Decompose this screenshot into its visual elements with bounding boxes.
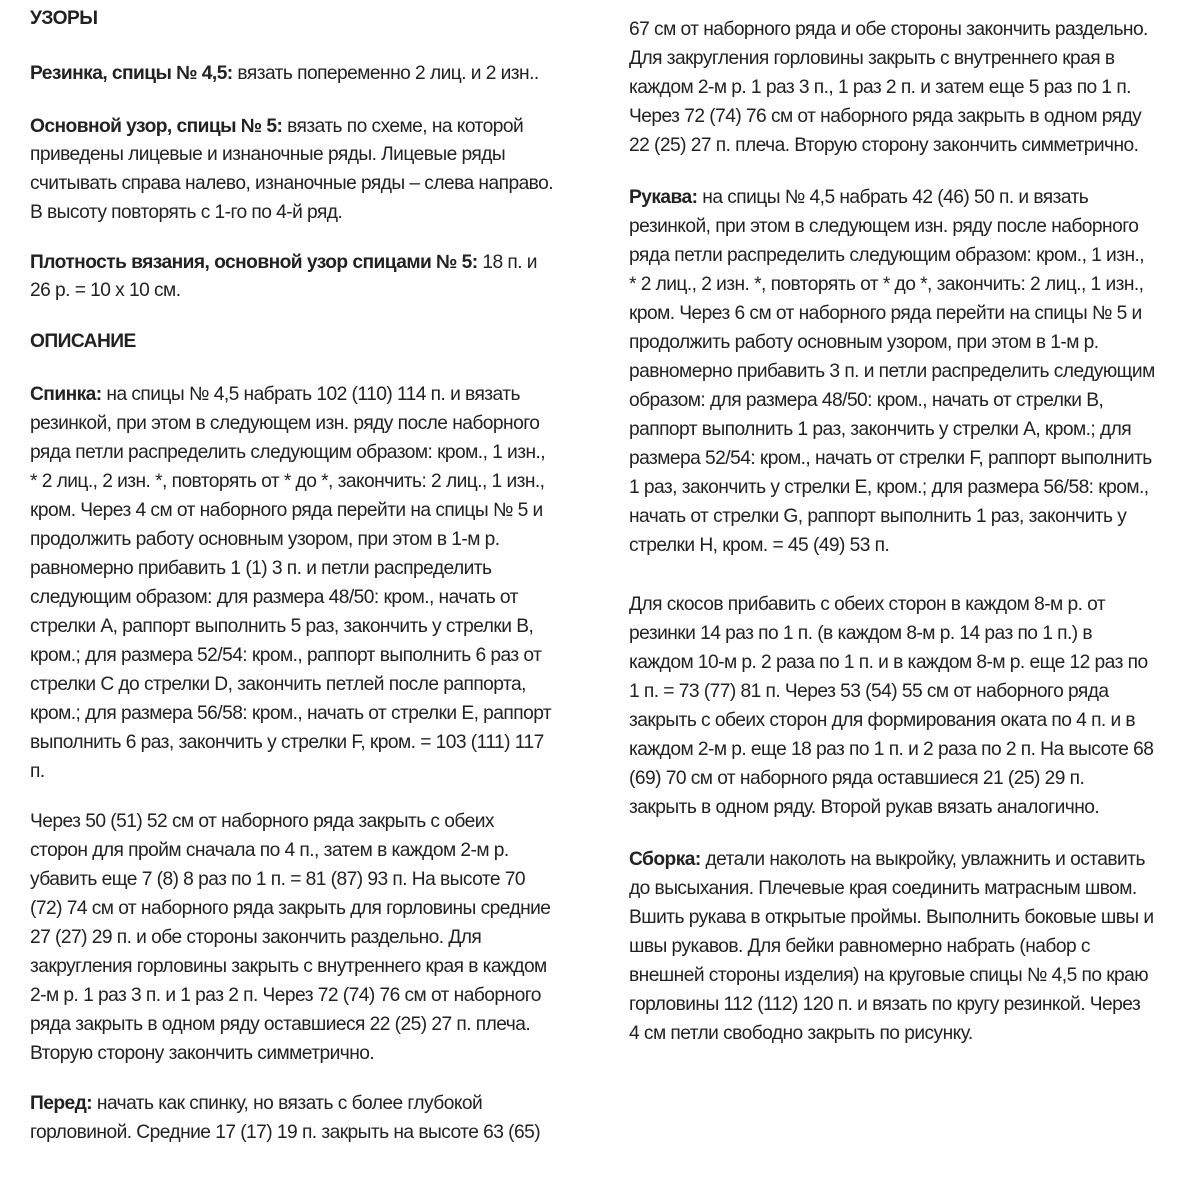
- line-text: убавить еще 7 (8) 8 раз по 1 п. = 81 (87) 93 п. На высоте 70: [30, 869, 525, 890]
- line-text: закрыть с обеих сторон для формирования оката по 4 п. и в: [629, 710, 1136, 731]
- text-line: [30, 837, 509, 866]
- line-text: закругления горловины закрыть с внутреннего края в каждом: [30, 956, 547, 977]
- line-text: Вторую сторону закончить симметрично.: [30, 1043, 375, 1064]
- line-text: равномерно прибавить 1 (1) 3 п. и петли распределить: [30, 558, 492, 579]
- line-text: (72) 74 см от наборного ряда закрыть для горловины средние: [30, 898, 551, 919]
- bold-label: Основной узор, спицы № 5:: [30, 116, 283, 137]
- line-text: 2-м р. 1 раз 3 п. и 1 раз 2 п. Через 72 (74) 76 см от наборного: [30, 985, 541, 1006]
- text-line: [629, 736, 1153, 765]
- line-text: на спицы № 4,5 набрать 102 (110) 114 п. и вязать: [101, 384, 520, 405]
- text-line: [30, 199, 342, 228]
- text-line: [30, 113, 523, 142]
- text-line: [629, 707, 1135, 736]
- line-text: горловиной. Средние 17 (17) 19 п. закрыть на высоте 63 (65): [30, 1122, 541, 1143]
- text-line: [629, 358, 1155, 387]
- text-line: [30, 60, 539, 89]
- line-text: продолжить работу основным узором, при этом в 1-м р.: [30, 529, 500, 550]
- line-text: резинкой, при этом в следующем изн. ряду после наборного: [30, 413, 540, 434]
- line-text: вязать попеременно 2 лиц. и 2 изн..: [232, 63, 539, 84]
- text-line: [30, 1090, 482, 1119]
- text-line: [30, 249, 537, 278]
- line-text: стрелки А, раппорт выполнить 5 раз, закончить у стрелки В,: [30, 616, 534, 637]
- line-text: Через 72 (74) 76 см от наборного ряда закрыть в одном ряду: [629, 106, 1142, 127]
- line-text: образом: для размера 48/50: кром., начать от стрелки В,: [629, 390, 1104, 411]
- text-line: [629, 242, 1144, 271]
- line-text: ряда петли распределить следующим образом: кром., 1 изн.,: [629, 245, 1145, 266]
- text-line: [30, 555, 491, 584]
- line-text: размера 52/54: кром., начать от стрелки F, раппорт выполнить: [629, 448, 1152, 469]
- text-line: [629, 846, 1145, 875]
- line-text: резинкой, при этом в следующем изн. ряду после наборного: [629, 216, 1139, 237]
- text-line: [30, 526, 500, 555]
- line-text: кром.; для размера 52/54: кром., раппорт выполнить 6 раз от: [30, 645, 542, 666]
- line-text: Через 50 (51) 52 см от наборного ряда закрыть с обеих: [30, 811, 494, 832]
- text-line: [629, 184, 1088, 213]
- line-text: 1 раз, закончить у стрелки Е, кром.; для размера 56/58: кром.,: [629, 477, 1149, 498]
- text-line: [30, 439, 545, 468]
- line-text: равномерно прибавить 3 п. и петли распределить следующим: [629, 361, 1155, 382]
- text-line: [30, 584, 518, 613]
- line-text: 22 (25) 27 п. плеча. Вторую сторону закончить симметрично.: [629, 135, 1139, 156]
- text-line: [629, 591, 1105, 620]
- text-line: [629, 213, 1138, 242]
- text-line: [30, 729, 544, 758]
- text-line: [629, 103, 1141, 132]
- bold-label: Резинка, спицы № 4,5:: [30, 63, 233, 84]
- line-text: * 2 лиц., 2 изн. *, повторять от * до *, закончить: 2 лиц., 1 изн.,: [629, 274, 1144, 295]
- text-line: [30, 895, 550, 924]
- text-line: [629, 474, 1149, 503]
- line-text: кром.; для размера 56/58: кром., начать от стрелки Е, раппорт: [30, 703, 552, 724]
- bold-label: ОПИСАНИЕ: [30, 331, 136, 352]
- line-text: * 2 лиц., 2 изн. *, повторять от * до *, закончить: 2 лиц., 1 изн.,: [30, 471, 545, 492]
- text-line: [30, 700, 551, 729]
- text-line: [30, 924, 481, 953]
- line-text: закрыть в одном ряду. Второй рукав вязать аналогично.: [629, 797, 1100, 818]
- text-line: [629, 45, 1115, 74]
- line-text: на спицы № 4,5 набрать 42 (46) 50 п. и вязать: [697, 187, 1089, 208]
- text-line: [629, 649, 1148, 678]
- text-line: [629, 271, 1143, 300]
- text-line: [30, 1040, 374, 1069]
- text-line: [629, 1020, 973, 1049]
- line-text: вязать по схеме, на которой: [282, 116, 524, 137]
- line-text: начать от стрелки G, раппорт выполнить 1 раз, закончить у: [629, 506, 1127, 527]
- bold-label: Плотность вязания, основной узор спицами № 5:: [30, 252, 478, 273]
- text-line: [30, 468, 544, 497]
- text-line: [629, 300, 1142, 329]
- line-text: до высыхания. Плечевые края соединить матрасным швом.: [629, 878, 1137, 899]
- text-line: [30, 613, 533, 642]
- text-line: [30, 410, 539, 439]
- bold-label: Сборка:: [629, 849, 701, 870]
- text-line: [30, 982, 541, 1011]
- text-line: [30, 141, 505, 170]
- text-line: [30, 866, 525, 895]
- bold-label: Рукава:: [629, 187, 698, 208]
- line-text: (69) 70 см от наборного ряда оставшиеся 21 (25) 29 п.: [629, 768, 1085, 789]
- text-line: [629, 74, 1131, 103]
- text-line: [30, 497, 543, 526]
- text-line: [629, 132, 1138, 161]
- line-text: выполнить 6 раз, закончить у стрелки F, кром. = 103 (111) 117: [30, 732, 544, 753]
- line-text: раппорт выполнить 1 раз, закончить у стрелки А, кром.; для: [629, 419, 1132, 440]
- text-line: [30, 758, 45, 787]
- line-text: кром. Через 6 см от наборного ряда перейти на спицы № 5 и: [629, 303, 1142, 324]
- bold-label: УЗОРЫ: [30, 8, 98, 29]
- line-text: внешней стороны изделия) на круговые спицы № 4,5 по краю: [629, 965, 1149, 986]
- line-text: п.: [30, 761, 45, 782]
- text-line: [629, 962, 1148, 991]
- line-text: приведены лицевые и изнаночные ряды. Лицевые ряды: [30, 144, 506, 165]
- text-line: [30, 328, 136, 357]
- line-text: следующим образом: для размера 48/50: кром., начать от: [30, 587, 518, 608]
- text-line: [629, 16, 1148, 45]
- text-line: [30, 5, 97, 34]
- line-text: 18 п. и: [477, 252, 537, 273]
- line-text: Вшить рукава в открытые проймы. Выполнить боковые швы и: [629, 907, 1154, 928]
- text-line: [629, 329, 1099, 358]
- text-line: [629, 991, 1140, 1020]
- line-text: кром. Через 4 см от наборного ряда перейти на спицы № 5 и: [30, 500, 543, 521]
- text-line: [629, 416, 1131, 445]
- text-line: [629, 532, 889, 561]
- text-line: [30, 642, 541, 671]
- line-text: сторон для пройм сначала по 4 п., затем в каждом 2-м р.: [30, 840, 509, 861]
- line-text: Для скосов прибавить с обеих сторон в каждом 8-м р. от: [629, 594, 1106, 615]
- line-text: ряда петли распределить следующим образом: кром., 1 изн.,: [30, 442, 546, 463]
- bold-label: Спинка:: [30, 384, 102, 405]
- line-text: 67 см от наборного ряда и обе стороны закончить раздельно.: [629, 19, 1148, 40]
- text-line: [629, 503, 1126, 532]
- line-text: каждом 10-м р. 2 раза по 1 п. и в каждом 8-м р. еще 12 раз по: [629, 652, 1148, 673]
- text-line: [30, 170, 553, 199]
- text-line: [629, 445, 1152, 474]
- line-text: швы рукавов. Для бейки равномерно набрать (набор с: [629, 936, 1090, 957]
- line-text: 27 (27) 29 п. и обе стороны закончить раздельно. Для: [30, 927, 482, 948]
- text-line: [629, 387, 1103, 416]
- text-line: [30, 1011, 530, 1040]
- text-line: [30, 381, 520, 410]
- line-text: продолжить работу основным узором, при этом в 1-м р.: [629, 332, 1099, 353]
- line-text: В высоту повторять с 1-го по 4-й ряд.: [30, 202, 343, 223]
- text-line: [30, 671, 526, 700]
- line-text: каждом 2-м р. еще 18 раз по 1 п. и 2 раза по 2 п. На высоте 68: [629, 739, 1154, 760]
- text-line: [629, 794, 1099, 823]
- line-text: резинки 14 раз по 1 п. (в каждом 8-м р. 14 раз по 1 п.) в: [629, 623, 1093, 644]
- text-line: [629, 620, 1092, 649]
- text-line: [629, 875, 1137, 904]
- text-line: [629, 904, 1154, 933]
- line-text: каждом 2-м р. 1 раз 3 п., 1 раз 2 п. и затем еще 5 раз по 1 п.: [629, 77, 1131, 98]
- line-text: ряда закрыть в одном ряду оставшиеся 22 (25) 27 п. плеча.: [30, 1014, 531, 1035]
- text-line: [629, 765, 1084, 794]
- line-text: стрелки С до стрелки D, закончить петлей после раппорта,: [30, 674, 526, 695]
- text-line: [30, 953, 547, 982]
- line-text: начать как спинку, но вязать с более глубокой: [92, 1093, 483, 1114]
- text-line: [30, 808, 494, 837]
- line-text: горловины 112 (112) 120 п. и вязать по кругу резинкой. Через: [629, 994, 1141, 1015]
- line-text: Для закругления горловины закрыть с внутреннего края в: [629, 48, 1115, 69]
- line-text: 26 р. = 10 х 10 см.: [30, 280, 181, 301]
- text-line: [30, 277, 180, 306]
- line-text: 4 см петли свободно закрыть по рисунку.: [629, 1023, 973, 1044]
- text-line: [30, 1119, 540, 1148]
- text-line: [629, 678, 1109, 707]
- bold-label: Перед:: [30, 1093, 93, 1114]
- line-text: 1 п. = 73 (77) 81 п. Через 53 (54) 55 см от наборного ряда: [629, 681, 1109, 702]
- line-text: считывать справа налево, изнаночные ряды – слева направо.: [30, 173, 554, 194]
- line-text: стрелки Н, кром. = 45 (49) 53 п.: [629, 535, 890, 556]
- text-line: [629, 933, 1090, 962]
- line-text: детали наколоть на выкройку, увлажнить и оставить: [700, 849, 1145, 870]
